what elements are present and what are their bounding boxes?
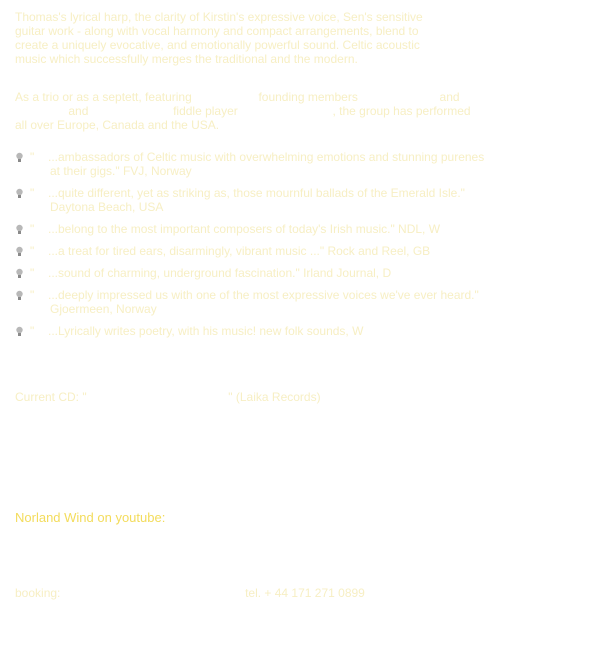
booking-line bbox=[15, 586, 365, 600]
quote-mark: " bbox=[30, 150, 35, 164]
quote-text bbox=[30, 150, 585, 164]
members-text: founding members bbox=[258, 90, 358, 104]
members-text: and bbox=[439, 90, 460, 104]
quote-text bbox=[30, 222, 585, 236]
bulb-bullet-icon bbox=[15, 246, 24, 257]
quote-text bbox=[30, 244, 585, 258]
bulb-bullet-icon bbox=[15, 326, 24, 337]
quote-text bbox=[30, 324, 585, 338]
quote-body: ...belong to the most important composers of today's Irish music." NDL, W bbox=[48, 222, 441, 236]
bulb-bullet-icon bbox=[15, 224, 24, 235]
list-item bbox=[15, 186, 585, 214]
quote-source: Gjoermeen, Norway bbox=[50, 302, 157, 316]
intro-line: music which successfully merges the traditional and the modern. bbox=[15, 52, 358, 66]
quote-mark: " bbox=[30, 186, 35, 200]
quote-body: ...deeply impressed us with one of the most expressive voices we've ever heard." bbox=[48, 288, 479, 302]
intro-paragraph bbox=[15, 10, 575, 66]
quote-text bbox=[30, 186, 585, 200]
list-item bbox=[15, 150, 585, 178]
quote-body: ...sound of charming, underground fascination." Irland Journal, D bbox=[48, 266, 392, 280]
list-item bbox=[15, 266, 585, 280]
members-text: fiddle player bbox=[173, 104, 238, 118]
quote-mark: " bbox=[30, 266, 35, 280]
quote-mark: " bbox=[30, 244, 35, 258]
members-text: As a trio or as a septett, featuring bbox=[15, 90, 192, 104]
quote-body: ...Lyrically writes poetry, with his music! new folk sounds, W bbox=[48, 324, 364, 338]
intro-line: create a uniquely evocative, and emotionally powerful sound. Celtic acoustic bbox=[15, 38, 420, 52]
intro-line: guitar work - along with vocal harmony and compact arrangements, blend to bbox=[15, 24, 419, 38]
quote-source: Daytona Beach, USA bbox=[50, 200, 164, 214]
list-item bbox=[15, 244, 585, 258]
cd-suffix: " (Laika Records) bbox=[228, 390, 321, 404]
members-text: and bbox=[68, 104, 89, 118]
list-item bbox=[15, 288, 585, 316]
members-line: all over Europe, Canada and the USA. bbox=[15, 118, 220, 132]
youtube-heading: Norland Wind on youtube: bbox=[15, 510, 166, 525]
quote-text bbox=[30, 288, 585, 302]
booking-phone: tel. + 44 171 271 0899 bbox=[245, 586, 365, 600]
quote-body: ...ambassadors of Celtic music with overwhelming emotions and stunning purenes bbox=[48, 150, 485, 164]
bulb-bullet-icon bbox=[15, 152, 24, 163]
members-paragraph bbox=[15, 90, 575, 132]
quote-body: ...quite different, yet as striking as, those mournful ballads of the Emerald Isle." bbox=[48, 186, 465, 200]
quote-body: ...a treat for tired ears, disarmingly, vibrant music ..." Rock and Reel, GB bbox=[48, 244, 431, 258]
members-text: , the group has performed bbox=[332, 104, 471, 118]
press-quotes-list bbox=[15, 150, 585, 346]
bulb-bullet-icon bbox=[15, 290, 24, 301]
quote-mark: " bbox=[30, 288, 35, 302]
list-item bbox=[15, 222, 585, 236]
quote-source: at their gigs." FVJ, Norway bbox=[50, 164, 192, 178]
quote-mark: " bbox=[30, 324, 35, 338]
bulb-bullet-icon bbox=[15, 188, 24, 199]
list-item bbox=[15, 324, 585, 338]
booking-label: booking: bbox=[15, 586, 61, 600]
members-line bbox=[15, 90, 575, 104]
quote-mark: " bbox=[30, 222, 35, 236]
cd-prefix: Current CD: " bbox=[15, 390, 87, 404]
quote-text bbox=[30, 266, 585, 280]
members-line bbox=[15, 104, 575, 118]
bulb-bullet-icon bbox=[15, 268, 24, 279]
intro-line: Thomas's lyrical harp, the clarity of Kirstin's expressive voice, Sen's sensitive bbox=[15, 10, 423, 24]
current-cd-line bbox=[15, 390, 321, 404]
